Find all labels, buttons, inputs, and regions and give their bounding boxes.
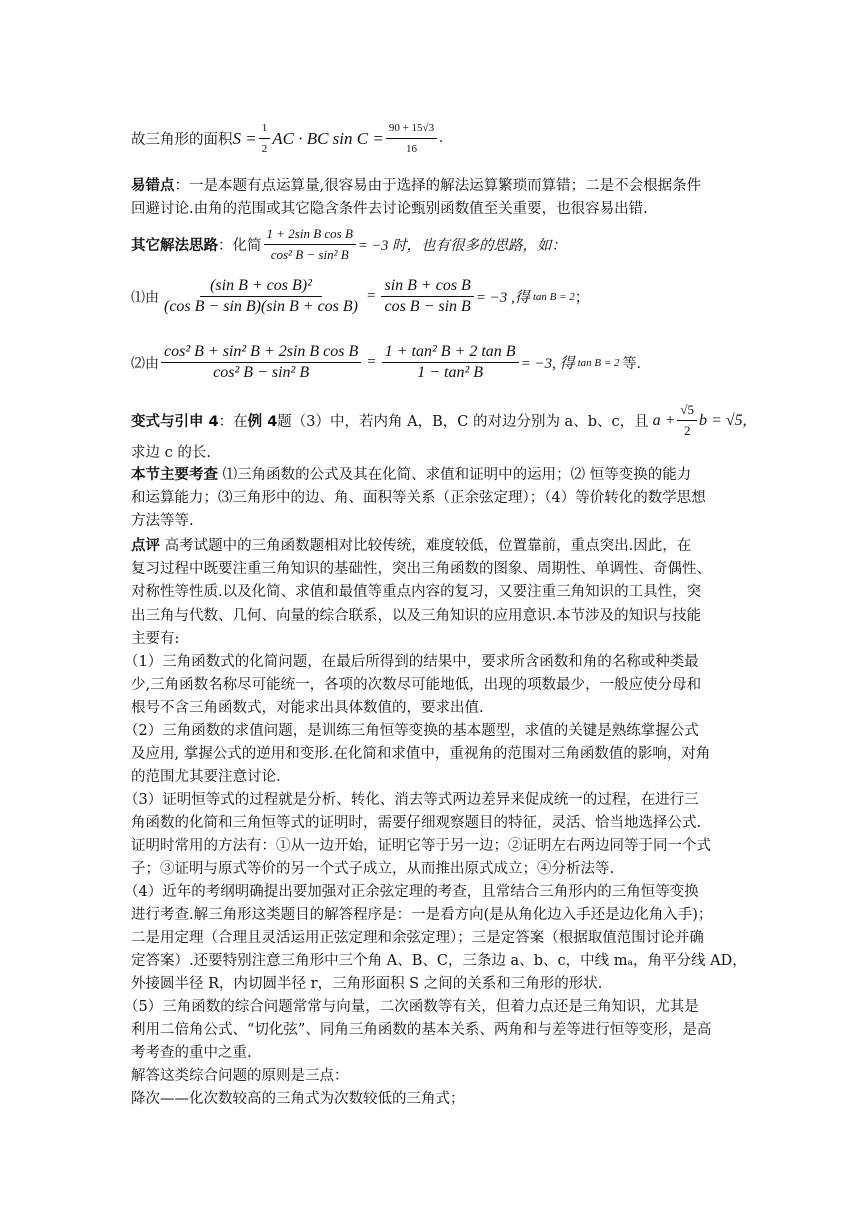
- review-line: [131, 675, 701, 695]
- variant-text-line-2: 求边 c 的长.: [131, 445, 211, 461]
- review-text: （5）三角函数的综合问题常常与向量，二次函数等有关，但着力点还是三角知识，尤其是: [124, 999, 699, 1015]
- review-line-1: [131, 536, 691, 556]
- method-2-fraction-1: [161, 342, 361, 383]
- review-text: 二是用定理（合理且灵活运用正弦定理和余弦定理）；三是定答案（根据取值范围讨论并确: [131, 930, 704, 946]
- review-text: 少,三角函数名称尽可能统一，各项的次数尽可能地低，出现的项数最少，一般应使分母和: [131, 677, 702, 693]
- method-1-result: tan B = 2: [532, 290, 575, 303]
- review-text: 根号不含三角函数式，对能求出具体数值的，要求出值.: [131, 700, 484, 716]
- method-1-marker: ⑴由: [131, 289, 159, 306]
- half-fraction: [259, 118, 271, 159]
- half-denominator: 2: [261, 143, 268, 155]
- method-2-fraction-2: [382, 342, 519, 383]
- review-text: 外接圆半径 R，内切圆半径 r，三角形面积 S 之间的关系和三角形的形状.: [131, 976, 603, 992]
- review-line: [131, 1066, 349, 1086]
- method-2-line: [131, 342, 641, 383]
- review-text: 利用二倍角公式、“切化弦”、同角三角函数的基本关系、两角和与差等进行恒等变形，是高: [131, 1022, 712, 1038]
- method-2-numerator-1: cos² B + sin² B + 2sin B cos B: [161, 342, 361, 363]
- review-text: 进行考查.解三角形这类题目的解答程序是：一是看方向(是从角化边入手还是边化角入手)；: [131, 907, 713, 923]
- variant-numerator: √5: [677, 400, 697, 421]
- review-text: 角函数的化简和三角恒等式的证明时，需要仔细观察题目的特征，灵活、恰当地选择公式.: [131, 815, 702, 831]
- review-text: 子；③证明与原式等价的另一个式子成立，从而推出原式成立；④分析法等.: [131, 861, 615, 877]
- variant-eq-a: a +: [652, 411, 676, 429]
- review-text: 解答这类综合问题的原则是三点：: [131, 1068, 349, 1084]
- review-text: 定答案）.还要特别注意三角形中三个角 A、B、C，三条边 a、b、c，中线 mₐ，角平分线 AD，: [131, 953, 747, 969]
- variant-text-2: 题（3）中，若内角 A，B，C 的对边分别为 a、b、c，且: [277, 414, 649, 430]
- other-denominator: cos² B − sin² B: [270, 247, 349, 262]
- method-1-fraction-1: [161, 276, 361, 317]
- review-label: 点评: [131, 538, 160, 554]
- method-1-tail: = −3 ,得: [475, 290, 530, 306]
- review-line: [131, 974, 602, 994]
- errors-line-2: [131, 199, 648, 219]
- variant-fraction: [677, 400, 697, 441]
- review-text: 复习过程中既要注重三角知识的基础性，突出三角函数的图象、周期性、单调性、奇偶性、: [131, 561, 711, 577]
- method-1-numerator-1: (sin B + cos B)²: [200, 276, 322, 297]
- method-1-denominator-1: (cos B − sin B)(sin B + cos B): [164, 298, 358, 315]
- review-line: [124, 997, 699, 1017]
- half-numerator: 1: [259, 118, 271, 139]
- errors-text-1: ：一是本题有点运算量,很容易由于选择的解法运算繁琐而算错；二是不会根据条件: [174, 178, 702, 194]
- area-fraction: [386, 118, 437, 159]
- other-fraction: [264, 224, 356, 265]
- review-text: 证明时常用的方法有：①从一边开始，证明它等于另一边；②证明左右两边同等于同一个式: [131, 838, 711, 854]
- main-text-3: 方法等等.: [131, 513, 194, 529]
- other-numerator: 1 + 2sin B cos B: [264, 224, 356, 245]
- review-text: 对称性等性质.以及化简、求值和最值等重点内容的复习，又要注重三角知识的工具性，突: [131, 584, 702, 600]
- other-methods-pre: ：化简: [218, 238, 262, 254]
- main-label: 本节主要考查: [131, 467, 218, 483]
- review-line: [124, 790, 699, 810]
- method-1-line: [131, 276, 590, 317]
- review-text: （3）证明恒等式的过程就是分析、转化、消去等式两边差异来促成统一的过程，在进行三: [124, 792, 699, 808]
- review-line: [131, 1089, 465, 1109]
- review-line: [124, 721, 699, 741]
- method-2-denominator-1: cos² B − sin² B: [213, 364, 310, 381]
- variant-eq-b: b = √5,: [699, 411, 747, 429]
- review-text: 降次——化次数较高的三角式为次数较低的三角式；: [131, 1091, 465, 1107]
- review-line: [131, 905, 712, 925]
- errors-text-2: 回避讨论.由角的范围或其它隐含条件去讨论甄别函数值至关重要，也很容易出错.: [131, 201, 648, 217]
- review-line: [131, 629, 179, 649]
- main-text-2: 和运算能力；⑶三角形中的边、角、面积等关系（正余弦定理）；（4）等价转化的数学思想: [131, 490, 706, 506]
- method-1-numerator-2: sin B + cos B: [381, 276, 473, 297]
- area-prefix: 故三角形的面积: [131, 132, 233, 148]
- review-text: 的范围尤其要注意讨论.: [131, 769, 281, 785]
- variant-label: 变式与引申 4: [131, 414, 219, 430]
- area-formula-line: [131, 118, 443, 159]
- method-2-denominator-2: 1 − tan² B: [417, 364, 484, 381]
- review-text: （1）三角函数式的化简问题，在最后所得到的结果中，要求所含函数和角的名称或种类最: [124, 654, 699, 670]
- main-text-1: ⑴三角函数的公式及其在化简、求值和证明中的运用；⑵ 恒等变换的能力: [218, 467, 692, 483]
- review-line: [131, 951, 747, 971]
- method-1-end: ；: [574, 290, 590, 306]
- area-numerator: 90 + 15√3: [386, 118, 437, 139]
- area-formula-mid: AC · BC sin C =: [272, 128, 384, 148]
- method-2-equals: =: [367, 354, 376, 370]
- variant-line-2: [131, 443, 211, 463]
- review-text: 及应用, 掌握公式的逆用和变形.在化简和求值中，重视角的范围对三角函数值的影响，对角: [131, 746, 711, 762]
- review-line: [131, 582, 701, 602]
- review-text: （2）三角函数的求值问题，是训练三角恒等变换的基本题型，求值的关键是熟练掌握公式: [124, 723, 699, 739]
- review-line: [131, 836, 711, 856]
- method-2-tail: = −3, 得: [520, 356, 575, 372]
- method-2-numerator-2: 1 + tan² B + 2 tan B: [382, 342, 519, 363]
- review-line: [131, 1043, 252, 1063]
- variant-text-1: ：在: [218, 414, 248, 430]
- review-line: [131, 559, 711, 579]
- method-2-marker: ⑵由: [131, 355, 159, 372]
- review-line: [131, 928, 704, 948]
- other-methods-label: 其它解法思路: [131, 238, 218, 254]
- area-denominator: 16: [405, 143, 417, 155]
- review-text: 主要有:: [131, 631, 180, 647]
- review-text: 出三角与代数、几何、向量的综合联系，以及三角知识的应用意识.本节涉及的知识与技能: [131, 608, 702, 624]
- review-line: [124, 652, 699, 672]
- method-2-result: tan B = 2: [577, 356, 620, 369]
- review-line: [124, 882, 699, 902]
- method-1-fraction-2: [381, 276, 473, 317]
- variant-line-1: [131, 400, 747, 441]
- other-methods-post: = −3 时，也有很多的思路，如：: [357, 238, 566, 254]
- other-methods-line: [131, 224, 566, 265]
- errors-line-1: [131, 176, 701, 196]
- errors-label: 易错点: [131, 178, 175, 194]
- review-line: [131, 744, 710, 764]
- variant-denominator: 2: [683, 423, 691, 438]
- main-line-1: [131, 465, 691, 485]
- review-line: [131, 698, 484, 718]
- review-line: [131, 859, 614, 879]
- variant-example-ref: 例 4: [247, 414, 278, 430]
- review-line: [131, 606, 701, 626]
- review-line: [131, 1020, 711, 1040]
- review-line: [131, 767, 281, 787]
- area-suffix: .: [439, 130, 443, 146]
- review-text: 考考查的重中之重.: [131, 1045, 252, 1061]
- review-text-1: 高考试题中的三角函数题相对比较传统，难度较低，位置靠前，重点突出.因此，在: [160, 538, 692, 554]
- method-1-equals: =: [367, 288, 376, 304]
- review-line: [131, 813, 701, 833]
- method-1-denominator-2: cos B − sin B: [384, 298, 471, 315]
- area-formula-left: S =: [232, 128, 257, 148]
- main-line-2: [131, 488, 706, 508]
- method-2-end: 等.: [622, 355, 641, 372]
- main-line-3: [131, 511, 194, 531]
- review-text: （4）近年的考纲明确提出要加强对正余弦定理的考查，且常结合三角形内的三角恒等变换: [124, 884, 699, 900]
